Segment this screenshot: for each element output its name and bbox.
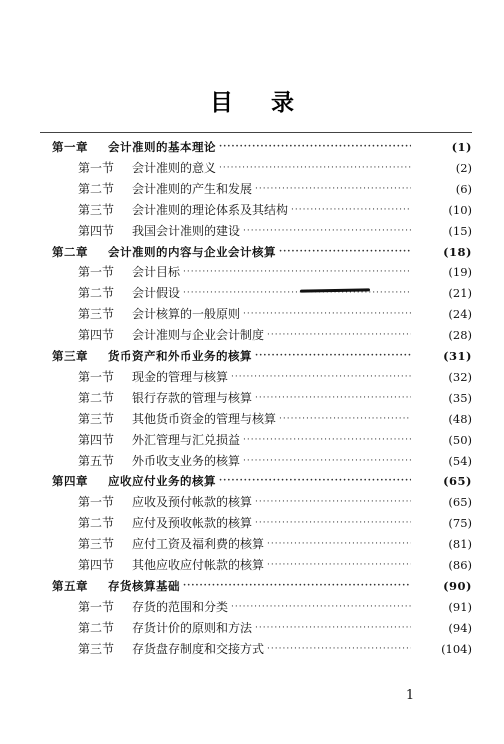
dot-leader xyxy=(231,598,411,616)
dot-leader xyxy=(267,535,411,553)
entry-number: 第三节 xyxy=(78,641,115,656)
entry-page-number: (48) xyxy=(448,411,472,426)
entry-title: 存货计价的原则和方法 xyxy=(132,620,253,635)
entry-page-number: (94) xyxy=(448,620,472,635)
entry-number: 第三章 xyxy=(52,349,88,363)
toc-section-entry xyxy=(78,389,472,407)
dot-leader xyxy=(255,514,411,532)
entry-title: 应付及预收帐款的核算 xyxy=(132,516,253,531)
entry-title: 应收及预付帐款的核算 xyxy=(132,495,253,510)
entry-page-number: (28) xyxy=(448,328,472,343)
dot-leader xyxy=(267,326,411,344)
dot-leader xyxy=(219,138,411,156)
toc-section-entry xyxy=(78,514,472,532)
entry-label xyxy=(78,410,276,428)
entry-title: 应付工资及福利费的核算 xyxy=(132,537,265,552)
dot-leader xyxy=(291,201,411,219)
entry-number: 第二节 xyxy=(78,286,115,301)
entry-label xyxy=(78,284,180,302)
entry-label xyxy=(78,222,240,240)
entry-number: 第二节 xyxy=(78,181,115,196)
entry-number: 第四节 xyxy=(78,558,115,572)
entry-title: 会计核算的一般原则 xyxy=(132,307,241,322)
toc-section-entry xyxy=(78,619,472,637)
entry-title: 存货核算基础 xyxy=(108,578,180,593)
entry-label xyxy=(78,556,264,574)
entry-page-number: (54) xyxy=(448,453,472,468)
entry-label xyxy=(78,201,288,219)
entry-title: 应收应付业务的核算 xyxy=(108,474,216,489)
toc-section-entry xyxy=(78,556,472,574)
entry-page-number: (75) xyxy=(448,516,472,531)
entry-label xyxy=(78,159,216,177)
title-rule xyxy=(40,132,472,133)
entry-number: 第二节 xyxy=(78,620,115,635)
toc-section-entry xyxy=(78,159,472,177)
entry-number: 第一节 xyxy=(78,369,115,384)
entry-number: 第四节 xyxy=(78,328,115,343)
dot-leader xyxy=(255,347,411,365)
entry-number: 第三节 xyxy=(78,307,115,322)
entry-number: 第二节 xyxy=(78,390,115,405)
dot-leader xyxy=(255,389,411,407)
entry-label xyxy=(78,431,240,449)
toc-section-entry xyxy=(78,368,472,386)
entry-title: 外汇管理与汇兑损益 xyxy=(132,432,241,447)
entry-title: 货币资产和外币业务的核算 xyxy=(108,349,252,363)
entry-title: 存货的范围和分类 xyxy=(132,599,229,614)
entry-page-number: (65) xyxy=(448,495,472,510)
entry-title: 会计准则的内容与企业会计核算 xyxy=(108,244,276,259)
dot-leader xyxy=(243,222,411,240)
entry-number: 第二节 xyxy=(78,516,115,531)
entry-number: 第三节 xyxy=(78,202,115,217)
entry-label xyxy=(78,389,252,407)
entry-number: 第五节 xyxy=(78,453,115,468)
dot-leader xyxy=(279,410,411,428)
dot-leader xyxy=(219,472,411,490)
dot-leader xyxy=(183,284,411,302)
entry-label xyxy=(78,535,264,553)
entry-number: 第一节 xyxy=(78,160,115,175)
entry-number: 第一节 xyxy=(78,265,115,280)
toc-section-entry xyxy=(78,326,472,344)
entry-label xyxy=(78,514,252,532)
entry-label xyxy=(52,472,216,490)
dot-leader xyxy=(231,368,411,386)
toc-section-entry xyxy=(78,263,472,281)
toc-section-entry xyxy=(78,535,472,553)
title-char-1: 目 xyxy=(210,90,233,116)
dot-leader xyxy=(243,431,411,449)
entry-label xyxy=(78,368,228,386)
dot-leader xyxy=(255,180,411,198)
dot-leader xyxy=(219,159,411,177)
entry-label xyxy=(78,598,228,616)
entry-label xyxy=(78,493,252,511)
entry-title: 其他应收应付帐款的核算 xyxy=(132,558,265,572)
entry-page-number: (2) xyxy=(455,160,472,175)
entry-number: 第五章 xyxy=(52,578,88,593)
entry-page-number: (1) xyxy=(451,140,472,154)
entry-label xyxy=(78,619,252,637)
entry-page-number: (24) xyxy=(448,307,472,322)
entry-page-number: (6) xyxy=(455,181,472,196)
entry-page-number: (35) xyxy=(448,390,472,405)
entry-number: 第一章 xyxy=(52,140,88,154)
entry-title: 存货盘存制度和交接方式 xyxy=(132,641,265,656)
entry-number: 第一节 xyxy=(78,495,115,510)
toc-section-entry xyxy=(78,410,472,428)
entry-title: 会计准则的产生和发展 xyxy=(132,181,253,196)
toc-chapter-entry xyxy=(52,577,472,595)
entry-title: 我国会计准则的建设 xyxy=(132,223,241,238)
dot-leader xyxy=(267,556,411,574)
entry-title: 会计目标 xyxy=(132,265,181,280)
toc-chapter-entry xyxy=(52,243,472,261)
toc-chapter-entry xyxy=(52,347,472,365)
toc-section-entry xyxy=(78,305,472,323)
dot-leader xyxy=(279,243,411,261)
entry-page-number: (15) xyxy=(448,223,472,238)
entry-title: 会计准则的理论体系及其结构 xyxy=(132,202,289,217)
dot-leader xyxy=(267,640,411,658)
entry-title: 会计准则的意义 xyxy=(132,160,217,175)
entry-page-number: (65) xyxy=(443,474,472,489)
dot-leader xyxy=(255,493,411,511)
dot-leader xyxy=(243,452,411,470)
entry-label xyxy=(52,347,252,365)
dot-leader xyxy=(255,619,411,637)
entry-title: 会计准则与企业会计制度 xyxy=(132,328,265,343)
entry-title: 现金的管理与核算 xyxy=(132,369,229,384)
entry-number: 第四节 xyxy=(78,223,115,238)
toc-section-entry xyxy=(78,640,472,658)
page-title xyxy=(0,84,504,117)
entry-label xyxy=(52,138,216,156)
entry-page-number: (32) xyxy=(448,369,472,384)
entry-label xyxy=(52,243,276,261)
entry-title: 银行存款的管理与核算 xyxy=(132,390,253,405)
toc-section-entry xyxy=(78,452,472,470)
toc-section-entry xyxy=(78,284,472,302)
entry-page-number: (81) xyxy=(448,537,472,552)
entry-number: 第四章 xyxy=(52,474,88,489)
toc-section-entry xyxy=(78,598,472,616)
entry-page-number: (50) xyxy=(448,432,472,447)
entry-label xyxy=(52,577,180,595)
dot-leader xyxy=(243,305,411,323)
entry-title: 其他货币资金的管理与核算 xyxy=(132,411,277,426)
entry-number: 第三节 xyxy=(78,411,115,426)
entry-page-number: (21) xyxy=(448,286,472,301)
entry-number: 第三节 xyxy=(78,537,115,552)
dot-leader xyxy=(183,263,411,281)
toc-chapter-entry xyxy=(52,138,472,156)
toc-section-entry xyxy=(78,201,472,219)
entry-page-number: (19) xyxy=(448,265,472,280)
entry-label xyxy=(78,452,240,470)
entry-label xyxy=(78,305,240,323)
entry-page-number: (10) xyxy=(448,202,472,217)
entry-page-number: (18) xyxy=(443,244,472,259)
entry-label xyxy=(78,326,264,344)
entry-label xyxy=(78,180,252,198)
entry-page-number: (91) xyxy=(448,599,472,614)
dot-leader xyxy=(183,577,411,595)
toc-section-entry xyxy=(78,180,472,198)
entry-number: 第二章 xyxy=(52,244,88,259)
toc-section-entry xyxy=(78,493,472,511)
title-char-2: 录 xyxy=(271,90,294,116)
entry-page-number: (31) xyxy=(443,349,472,363)
entry-number: 第四节 xyxy=(78,432,115,447)
page-number: 1 xyxy=(405,688,415,703)
entry-label xyxy=(78,263,180,281)
entry-page-number: (86) xyxy=(448,558,472,572)
entry-page-number: (104) xyxy=(441,641,472,656)
toc-chapter-entry xyxy=(52,472,472,490)
entry-label xyxy=(78,640,264,658)
entry-title: 会计假设 xyxy=(132,286,181,301)
toc-section-entry xyxy=(78,222,472,240)
entry-number: 第一节 xyxy=(78,599,115,614)
entry-title: 外币收支业务的核算 xyxy=(132,453,241,468)
entry-title: 会计准则的基本理论 xyxy=(108,140,216,154)
toc-section-entry xyxy=(78,431,472,449)
entry-page-number: (90) xyxy=(443,578,472,593)
